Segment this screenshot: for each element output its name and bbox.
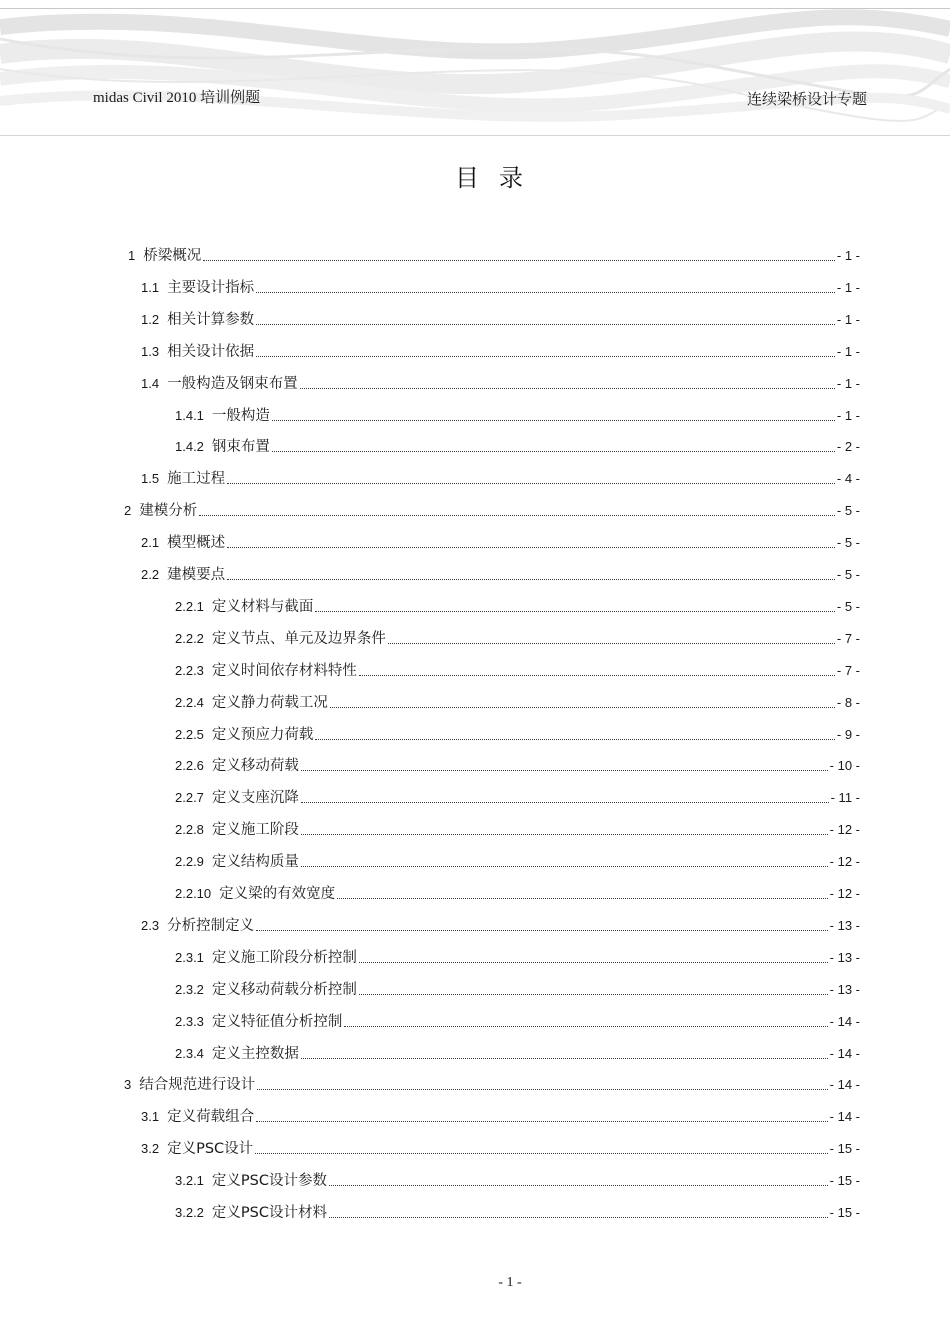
toc-dot-leader bbox=[256, 323, 835, 325]
toc-entry-number: 3.2 bbox=[141, 1141, 160, 1156]
toc-entry-page: - 1 - bbox=[836, 408, 860, 423]
toc-entry-page: - 14 - bbox=[829, 1109, 860, 1124]
toc-entry[interactable] bbox=[175, 1171, 860, 1191]
toc-entry[interactable] bbox=[175, 693, 860, 713]
toc-entry-title: 主要设计指标 bbox=[167, 280, 255, 296]
toc-entry-page: - 4 - bbox=[836, 471, 860, 486]
toc-entry-number: 2.2.6 bbox=[175, 758, 204, 773]
toc-entry[interactable] bbox=[175, 1203, 860, 1223]
toc-dot-leader bbox=[359, 961, 828, 963]
toc-dot-leader bbox=[256, 291, 835, 293]
toc-entry-title: 建模要点 bbox=[167, 567, 226, 583]
toc-dot-leader bbox=[330, 706, 835, 708]
toc-entry-title: 定义PSC设计 bbox=[167, 1141, 254, 1157]
toc-entry-page: - 10 - bbox=[829, 758, 860, 773]
toc-entry-title: 定义静力荷载工况 bbox=[211, 695, 328, 711]
toc-entry-title: 分析控制定义 bbox=[167, 918, 255, 934]
toc-entry-title: 施工过程 bbox=[167, 471, 226, 487]
toc-entry-number: 1.5 bbox=[141, 471, 160, 486]
toc-entry-title: 结合规范进行设计 bbox=[139, 1077, 256, 1093]
toc-entry[interactable] bbox=[175, 980, 860, 1000]
toc-entry-title: 定义PSC设计材料 bbox=[211, 1205, 327, 1221]
toc-entry-number: 2.2.10 bbox=[175, 886, 212, 901]
toc-dot-leader bbox=[272, 450, 835, 452]
toc-entry-number: 2.2 bbox=[141, 567, 160, 582]
toc-entry-title: 钢束布置 bbox=[211, 439, 270, 455]
toc-dot-leader bbox=[256, 355, 835, 357]
page-header bbox=[0, 9, 950, 135]
toc-dot-leader bbox=[337, 897, 828, 899]
toc-entry[interactable] bbox=[175, 788, 860, 808]
toc-entry[interactable] bbox=[141, 1107, 860, 1127]
toc-entry-title: 定义特征值分析控制 bbox=[211, 1014, 343, 1030]
toc-entry-title: 定义施工阶段 bbox=[211, 822, 299, 838]
toc-entry[interactable] bbox=[141, 310, 860, 330]
toc-dot-leader bbox=[359, 993, 828, 995]
toc-entry-title: 定义荷载组合 bbox=[167, 1109, 255, 1125]
toc-entry-title: 一般构造 bbox=[211, 408, 270, 424]
toc-entry-title: 定义移动荷载 bbox=[211, 758, 299, 774]
toc-entry[interactable] bbox=[141, 533, 860, 553]
toc-entry-title: 建模分析 bbox=[139, 503, 198, 519]
toc-entry-page: - 5 - bbox=[836, 535, 860, 550]
toc-dot-leader bbox=[256, 929, 828, 931]
toc-entry[interactable] bbox=[175, 852, 860, 872]
toc-entry-page: - 1 - bbox=[836, 280, 860, 295]
toc-entry-page: - 14 - bbox=[829, 1077, 860, 1092]
toc-entry-page: - 13 - bbox=[829, 982, 860, 997]
toc-entry-number: 2.2.4 bbox=[175, 695, 204, 710]
toc-dot-leader bbox=[203, 259, 835, 261]
header-wave-decoration bbox=[0, 9, 950, 135]
toc-entry-title: 定义移动荷载分析控制 bbox=[211, 982, 357, 998]
toc-entry-number: 3.1 bbox=[141, 1109, 160, 1124]
toc-entry-number: 1.4.2 bbox=[175, 439, 204, 454]
toc-entry-number: 1.2 bbox=[141, 312, 160, 327]
toc-entry-number: 1.4 bbox=[141, 376, 160, 391]
toc-entry-page: - 5 - bbox=[836, 567, 860, 582]
toc-entry-number: 3.2.1 bbox=[175, 1173, 204, 1188]
toc-entry-title: 定义材料与截面 bbox=[211, 599, 314, 615]
toc-entry-number: 2.3.1 bbox=[175, 950, 204, 965]
toc-entry-page: - 1 - bbox=[836, 376, 860, 391]
page-number: - 1 - bbox=[498, 1275, 522, 1290]
toc-dot-leader bbox=[301, 801, 829, 803]
toc-entry-number: 2.3.3 bbox=[175, 1014, 204, 1029]
toc-entry-page: - 8 - bbox=[836, 695, 860, 710]
toc-entry-title: 桥梁概况 bbox=[143, 248, 202, 264]
toc-entry-page: - 9 - bbox=[836, 727, 860, 742]
toc-entry-number: 1.4.1 bbox=[175, 408, 204, 423]
toc-entry-number: 2.2.1 bbox=[175, 599, 204, 614]
header-right-title: 连续梁桥设计专题 bbox=[746, 92, 867, 108]
toc-entry-page: - 12 - bbox=[829, 854, 860, 869]
header-left-title: midas Civil 2010 培训例题 bbox=[93, 90, 261, 106]
toc-entry[interactable] bbox=[141, 1139, 860, 1159]
toc-entry-page: - 11 - bbox=[830, 790, 860, 805]
toc-title: 目录 bbox=[455, 164, 543, 192]
toc-entry-number: 2.3 bbox=[141, 918, 160, 933]
toc-entry-title: 定义节点、单元及边界条件 bbox=[211, 631, 386, 647]
toc-entry[interactable] bbox=[175, 1044, 860, 1064]
toc-entry[interactable] bbox=[128, 246, 860, 266]
toc-entry[interactable] bbox=[175, 1012, 860, 1032]
toc-dot-leader bbox=[329, 1184, 828, 1186]
toc-entry[interactable] bbox=[141, 565, 860, 585]
toc-entry-page: - 15 - bbox=[829, 1205, 860, 1220]
toc-entry-number: 2.2.8 bbox=[175, 822, 204, 837]
toc-entry-page: - 5 - bbox=[836, 503, 860, 518]
toc-entry[interactable] bbox=[141, 278, 860, 298]
toc-entry-page: - 13 - bbox=[829, 918, 860, 933]
toc-entry-title: 定义预应力荷载 bbox=[211, 727, 314, 743]
toc-entry[interactable] bbox=[175, 884, 860, 904]
toc-entry-title: 相关设计依据 bbox=[167, 344, 255, 360]
toc-entry-page: - 5 - bbox=[836, 599, 860, 614]
toc-dot-leader bbox=[301, 865, 828, 867]
toc-entry[interactable] bbox=[141, 469, 860, 489]
toc-entry[interactable] bbox=[175, 597, 860, 617]
toc-dot-leader bbox=[227, 546, 835, 548]
toc-entry[interactable] bbox=[175, 661, 860, 681]
toc-dot-leader bbox=[301, 769, 828, 771]
toc-entry-number: 2 bbox=[124, 503, 132, 518]
toc-entry-page: - 12 - bbox=[829, 886, 860, 901]
toc-entry-page: - 1 - bbox=[836, 344, 860, 359]
toc-dot-leader bbox=[227, 482, 835, 484]
toc-entry-page: - 7 - bbox=[836, 663, 860, 678]
toc-entry-page: - 1 - bbox=[836, 248, 860, 263]
toc-entry-page: - 15 - bbox=[829, 1141, 860, 1156]
toc-entry[interactable] bbox=[175, 406, 860, 426]
toc-entry-number: 3.2.2 bbox=[175, 1205, 204, 1220]
toc-dot-leader bbox=[272, 419, 835, 421]
toc-entry-title: 定义梁的有效宽度 bbox=[219, 886, 336, 902]
toc-entry[interactable] bbox=[141, 342, 860, 362]
toc-dot-leader bbox=[199, 514, 835, 516]
toc-entry[interactable] bbox=[124, 1075, 860, 1095]
toc-entry-page: - 12 - bbox=[829, 822, 860, 837]
toc-entry-title: 定义支座沉降 bbox=[211, 790, 299, 806]
toc-dot-leader bbox=[255, 1152, 828, 1154]
header-rule bbox=[0, 135, 950, 136]
toc-dot-leader bbox=[315, 738, 834, 740]
toc-dot-leader bbox=[300, 387, 835, 389]
toc-entry[interactable] bbox=[175, 820, 860, 840]
toc-entry-title: 定义主控数据 bbox=[211, 1046, 299, 1062]
toc-entry-number: 2.2.7 bbox=[175, 790, 204, 805]
toc-dot-leader bbox=[227, 578, 835, 580]
toc-entry-number: 1.1 bbox=[141, 280, 160, 295]
toc-entry-number: 3 bbox=[124, 1077, 132, 1092]
toc-dot-leader bbox=[388, 642, 835, 644]
toc-dot-leader bbox=[315, 610, 834, 612]
toc-entry-title: 相关计算参数 bbox=[167, 312, 255, 328]
toc-entry-number: 2.2.5 bbox=[175, 727, 204, 742]
toc-entry-number: 1 bbox=[128, 248, 136, 263]
toc-entry-page: - 15 - bbox=[829, 1173, 860, 1188]
toc-entry[interactable] bbox=[175, 756, 860, 776]
toc-entry-number: 2.3.4 bbox=[175, 1046, 204, 1061]
toc-entry-page: - 13 - bbox=[829, 950, 860, 965]
toc-dot-leader bbox=[344, 1025, 827, 1027]
toc-entry[interactable] bbox=[141, 374, 860, 394]
toc-entry-title: 定义结构质量 bbox=[211, 854, 299, 870]
toc-entry[interactable] bbox=[175, 629, 860, 649]
toc-entry-title: 模型概述 bbox=[167, 535, 226, 551]
toc-dot-leader bbox=[329, 1216, 828, 1218]
toc-entry[interactable] bbox=[124, 501, 860, 521]
toc-entry-page: - 14 - bbox=[829, 1014, 860, 1029]
toc-dot-leader bbox=[257, 1088, 827, 1090]
toc-entry[interactable] bbox=[175, 948, 860, 968]
toc-entry-title: 一般构造及钢束布置 bbox=[167, 376, 298, 392]
toc-entry-number: 2.2.9 bbox=[175, 854, 204, 869]
toc-dot-leader bbox=[301, 833, 828, 835]
toc-entry-page: - 7 - bbox=[836, 631, 860, 646]
toc-entry[interactable] bbox=[175, 437, 860, 457]
toc-entry-title: 定义PSC设计参数 bbox=[211, 1173, 327, 1189]
toc-entry-title: 定义时间依存材料特性 bbox=[211, 663, 357, 679]
toc-entry-page: - 14 - bbox=[829, 1046, 860, 1061]
toc-entry[interactable] bbox=[175, 725, 860, 745]
toc-dot-leader bbox=[359, 674, 835, 676]
toc-entry-page: - 2 - bbox=[836, 439, 860, 454]
toc-entry-number: 1.3 bbox=[141, 344, 160, 359]
toc-dot-leader bbox=[256, 1120, 828, 1122]
toc-entry-number: 2.3.2 bbox=[175, 982, 204, 997]
toc-entry-number: 2.2.3 bbox=[175, 663, 204, 678]
toc-entry-page: - 1 - bbox=[836, 312, 860, 327]
toc-entry[interactable] bbox=[141, 916, 860, 936]
toc-entry-number: 2.1 bbox=[141, 535, 160, 550]
toc-entry-title: 定义施工阶段分析控制 bbox=[211, 950, 357, 966]
toc-dot-leader bbox=[301, 1057, 828, 1059]
toc-entry-number: 2.2.2 bbox=[175, 631, 204, 646]
